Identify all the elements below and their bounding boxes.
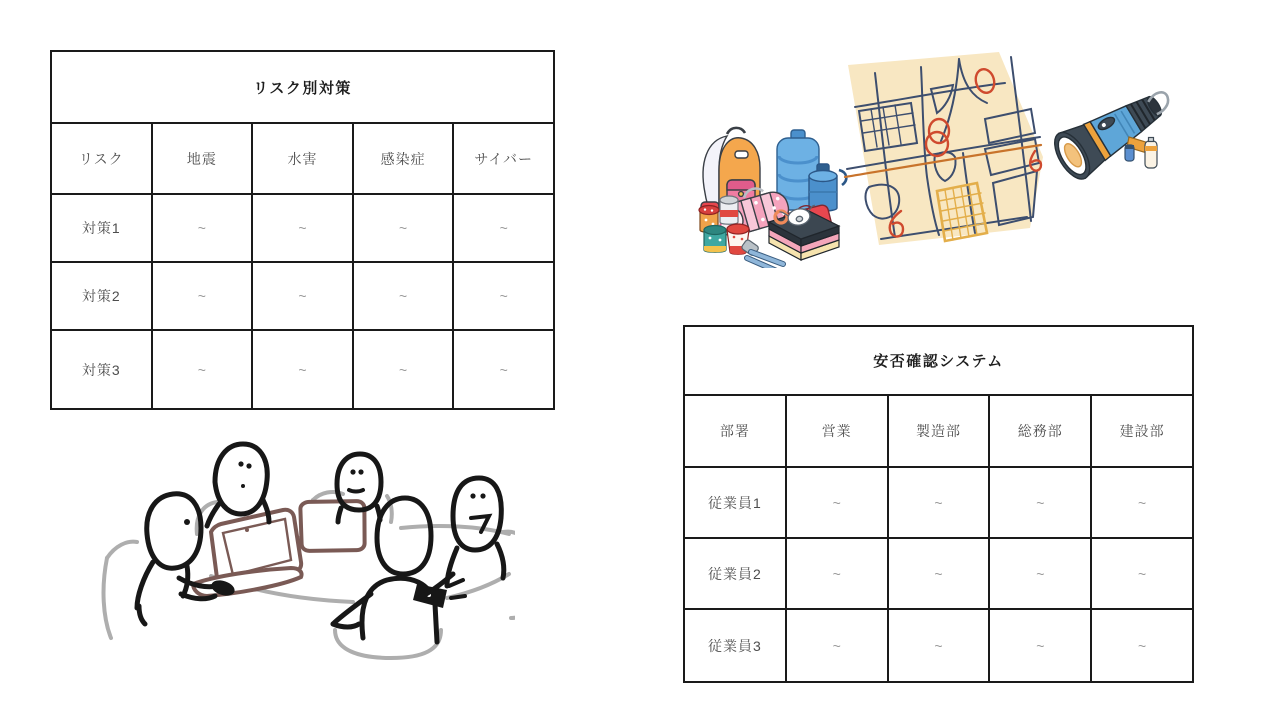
- safety-cell: ~: [989, 609, 1091, 682]
- battery-pack-icon: [1125, 137, 1157, 168]
- safety-cell: ~: [786, 538, 888, 609]
- safety-header-manufacturing: 製造部: [888, 395, 990, 467]
- safety-cell: ~: [888, 538, 990, 609]
- safety-cell: ~: [1091, 609, 1193, 682]
- risk-cell: ~: [353, 330, 454, 409]
- risk-cell: ~: [152, 262, 253, 330]
- safety-cell: ~: [888, 609, 990, 682]
- safety-cell: ~: [1091, 538, 1193, 609]
- safety-cell: ~: [786, 467, 888, 538]
- safety-cell: ~: [1091, 467, 1193, 538]
- hazard-map-illustration: [835, 45, 1047, 251]
- safety-cell: ~: [786, 609, 888, 682]
- safety-header-construction: 建設部: [1091, 395, 1193, 467]
- safety-header-department: 部署: [684, 395, 786, 467]
- risk-header-earthquake: 地震: [152, 123, 253, 194]
- risk-header-infection: 感染症: [353, 123, 454, 194]
- safety-header-general-affairs: 総務部: [989, 395, 1091, 467]
- risk-cell: ~: [152, 194, 253, 262]
- risk-cell: ~: [453, 194, 554, 262]
- risk-header-risk: リスク: [51, 123, 152, 194]
- risk-cell: ~: [353, 262, 454, 330]
- risk-row-label: 対策3: [51, 330, 152, 409]
- team-meeting-sketch: [95, 438, 515, 678]
- risk-table-title: リスク別対策: [51, 51, 554, 123]
- safety-table-title: 安否確認システム: [684, 326, 1193, 395]
- safety-row-label: 従業員2: [684, 538, 786, 609]
- safety-cell: ~: [989, 538, 1091, 609]
- risk-header-flood: 水害: [252, 123, 353, 194]
- risk-row-label: 対策2: [51, 262, 152, 330]
- safety-cell: ~: [888, 467, 990, 538]
- risk-table: [50, 50, 555, 410]
- risk-cell: ~: [252, 262, 353, 330]
- flashlight-illustration: [1045, 75, 1195, 180]
- risk-cell: ~: [252, 194, 353, 262]
- risk-header-cyber: サイバー: [453, 123, 554, 194]
- risk-cell: ~: [252, 330, 353, 409]
- tin-can-icon: [720, 196, 738, 224]
- teal-can-icon: [704, 226, 726, 253]
- risk-cell: ~: [453, 330, 554, 409]
- risk-cell: ~: [453, 262, 554, 330]
- safety-cell: ~: [989, 467, 1091, 538]
- risk-cell: ~: [152, 330, 253, 409]
- safety-header-sales: 営業: [786, 395, 888, 467]
- risk-row-label: 対策1: [51, 194, 152, 262]
- safety-confirmation-table: [683, 325, 1194, 683]
- risk-cell: ~: [353, 194, 454, 262]
- safety-row-label: 従業員3: [684, 609, 786, 682]
- safety-row-label: 従業員1: [684, 467, 786, 538]
